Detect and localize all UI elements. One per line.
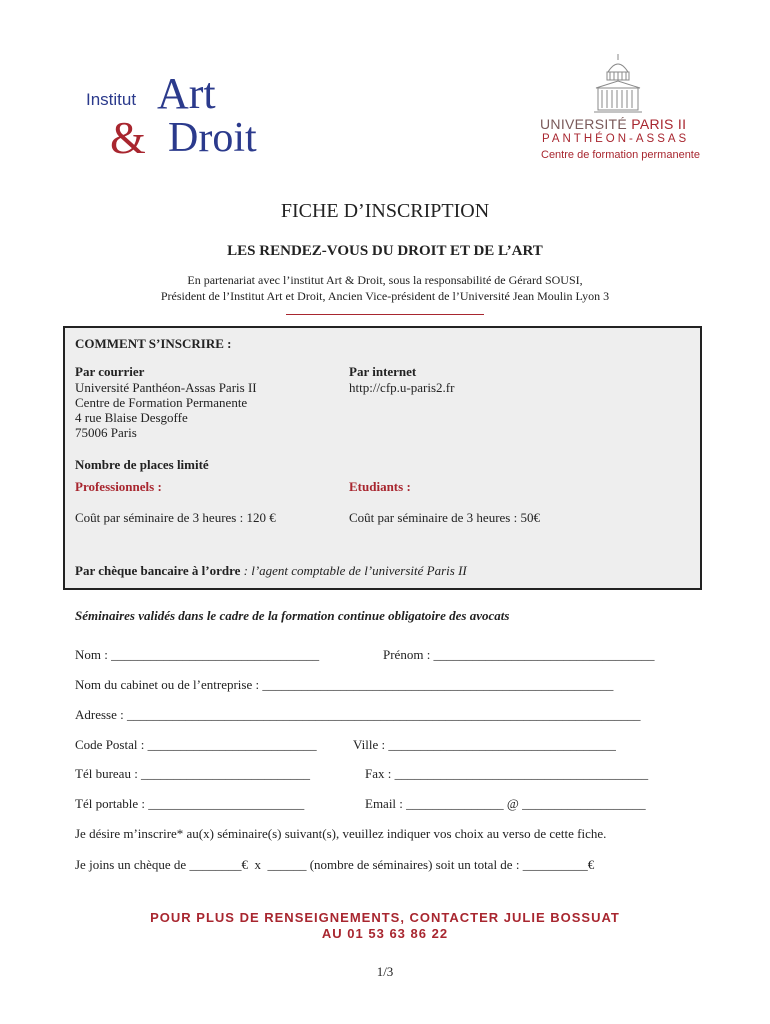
cabinet-field[interactable]: Nom du cabinet ou de l’entreprise : ______________________________________________________ — [75, 677, 614, 692]
title-divider — [286, 314, 484, 315]
tel-portable-field[interactable]: Tél portable : ________________________ — [75, 796, 305, 811]
email-field[interactable]: Email : _______________ @ ___________________ — [365, 796, 646, 811]
logo-droit-text: Droit — [168, 115, 257, 161]
web-url[interactable]: http://cfp.u-paris2.fr — [349, 380, 455, 395]
professionals-cost: Coût par séminaire de 3 heures : 120 € — [75, 510, 276, 525]
students-cost: Coût par séminaire de 3 heures : 50€ — [349, 510, 540, 525]
seminar-choice-note: Je désire m’inscrire* au(x) séminaire(s) suivant(s), veuillez indiquer vos choix au verso de cette fiche. — [75, 826, 607, 841]
contact-line-1: POUR PLUS DE RENSEIGNEMENTS, CONTACTER JULIE BOSSUAT — [150, 910, 620, 925]
nom-field[interactable]: Nom : ________________________________ — [75, 647, 320, 662]
mail-address: Université Panthéon-Assas Paris II Centre de Formation Permanente 4 rue Blaise Desgoffe 75006 Paris — [75, 380, 257, 440]
university-name: UNIVERSITÉ PARIS II — [540, 116, 687, 132]
prenom-field[interactable]: Prénom : __________________________________ — [383, 647, 655, 662]
partnership-text: En partenariat avec l’institut Art & Droit, sous la responsabilité de Gérard SOUSI, Président de l’Institut Art et Droit, Ancien Vice-président de l’Université Jean Moulin Lyon 3 — [160, 273, 610, 303]
cheque-order: Par chèque bancaire à l’ordre : l’agent comptable de l’université Paris II — [75, 563, 467, 578]
university-subtitle: PANTHÉON-ASSAS — [542, 133, 690, 145]
students-label: Etudiants : — [349, 479, 411, 494]
ville-field[interactable]: Ville : ___________________________________ — [353, 737, 616, 752]
adresse-field[interactable]: Adresse : _______________________________________________________________________________ — [75, 707, 641, 722]
logo-ampersand: & — [110, 112, 146, 163]
code-postal-field[interactable]: Code Postal : __________________________ — [75, 737, 317, 752]
logo-institut-text: Institut — [86, 90, 137, 109]
page-subtitle: LES RENDEZ-VOUS DU DROIT ET DE L’ART — [227, 243, 543, 259]
tel-bureau-field[interactable]: Tél bureau : __________________________ — [75, 766, 311, 781]
cheque-amount-field[interactable]: Je joins un chèque de ________€ x ______ (nombre de séminaires) soit un total de : __________€ — [75, 857, 595, 872]
logo-art-text: Art — [157, 69, 216, 118]
fax-field[interactable]: Fax : _______________________________________ — [365, 766, 649, 781]
university-centre: Centre de formation permanente — [541, 149, 700, 161]
professionals-label: Professionnels : — [75, 479, 162, 494]
web-title: Par internet — [349, 364, 417, 379]
places-note: Nombre de places limité — [75, 457, 209, 472]
box-heading: COMMENT S’INSCRIRE : — [75, 336, 232, 351]
contact-line-2: AU 01 53 63 86 22 — [321, 926, 449, 941]
page-number: 1/3 — [376, 964, 394, 979]
pantheon-building-icon — [590, 52, 646, 116]
page-title: FICHE D’INSCRIPTION — [280, 200, 490, 222]
mail-title: Par courrier — [75, 364, 145, 379]
seminars-note: Séminaires validés dans le cadre de la formation continue obligatoire des avocats — [75, 608, 510, 623]
